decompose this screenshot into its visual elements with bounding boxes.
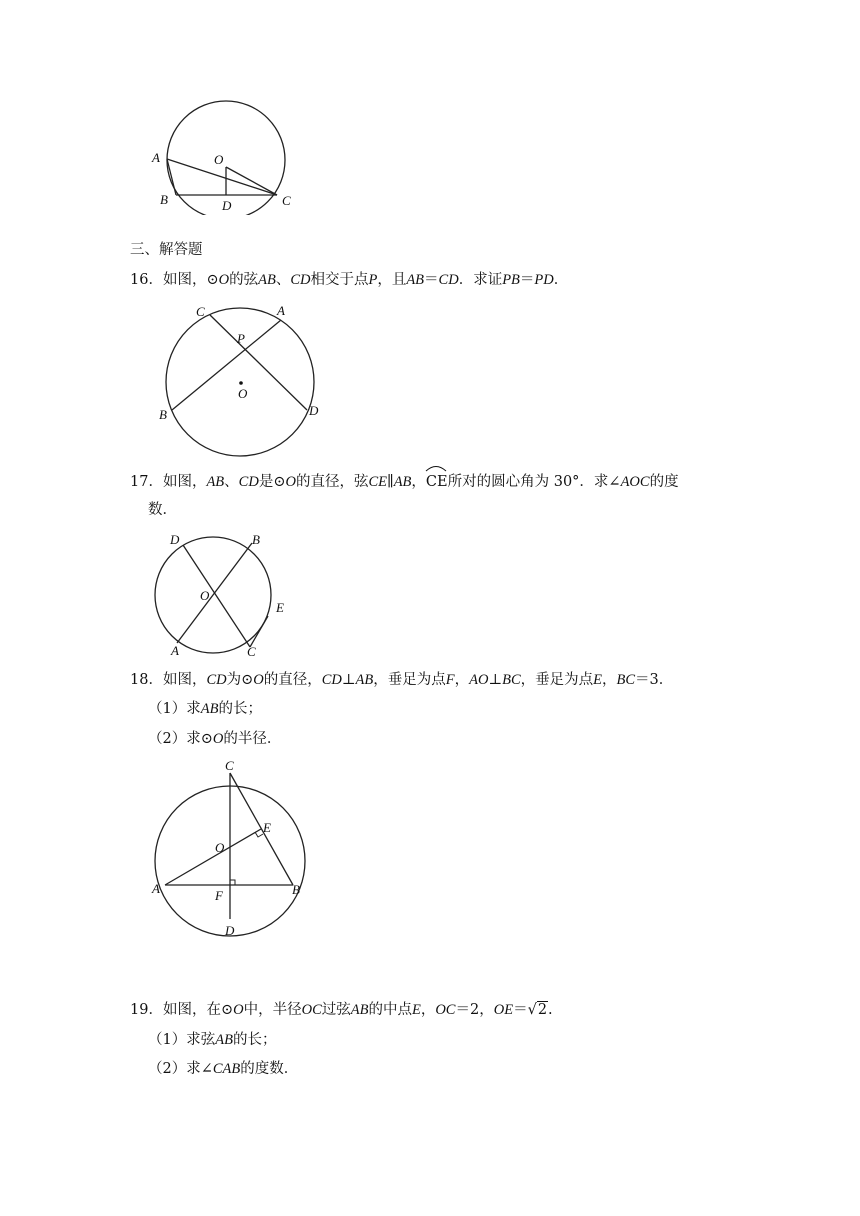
q18-number: 18． <box>130 672 163 688</box>
figure-17 <box>148 528 298 663</box>
label-A: A <box>277 303 285 318</box>
q18-sub1: （1）求AB的长； <box>148 701 262 717</box>
figure-18 <box>145 755 315 945</box>
label-O: O <box>200 588 210 603</box>
diameter-cd <box>183 545 250 647</box>
question-18: 18．如图，CD为⊙O的直径，CD⊥AB，垂足为点F，AO⊥BC，垂足为点E，BC＝3． <box>130 672 674 688</box>
label-B: B <box>159 407 167 422</box>
q16-number: 16． <box>130 272 163 288</box>
label-O: O <box>214 152 224 167</box>
label-A: A <box>152 881 160 896</box>
q17-line2: 数． <box>148 502 177 518</box>
label-O: O <box>238 386 248 401</box>
label-B: B <box>292 882 300 897</box>
label-C: C <box>225 758 234 773</box>
right-angle-e <box>255 832 263 837</box>
q19-sub1: （1）求弦AB的长； <box>148 1032 277 1048</box>
arc-ce: CE <box>426 472 448 492</box>
label-D: D <box>170 532 180 547</box>
label-C: C <box>247 644 256 659</box>
question-17: 17．如图，AB、CD是⊙O的直径，弦CE∥AB， CE所对的圆心角为 30°．求∠AOC的度 <box>130 472 679 492</box>
label-C: C <box>282 193 291 208</box>
label-B: B <box>252 532 260 547</box>
label-C: C <box>196 304 205 319</box>
question-16: 16．如图，⊙O的弦AB、CD相交于点P，且AB＝CD．求证PB＝PD． <box>130 272 569 288</box>
label-D: D <box>222 198 232 213</box>
label-O: O <box>215 840 225 855</box>
label-E: E <box>276 600 284 615</box>
label-B: B <box>160 192 168 207</box>
chord-bc <box>230 773 293 885</box>
sqrt-radicand: 2 <box>537 1002 548 1018</box>
figure-15 <box>140 95 300 215</box>
label-D: D <box>309 403 319 418</box>
q19-number: 19． <box>130 1002 163 1018</box>
question-19: 19．如图，在⊙O中，半径OC过弦AB的中点E，OC＝2，OE＝√2. <box>130 1002 553 1018</box>
label-F: F <box>215 888 223 903</box>
label-D: D <box>225 923 235 938</box>
segment-ae <box>165 829 261 885</box>
label-E: E <box>263 820 271 835</box>
section-title: 三、解答题 <box>130 242 203 258</box>
q17-number: 17． <box>130 474 163 490</box>
label-P: P <box>237 331 245 346</box>
q19-sub2: （2）求∠CAB的度数． <box>148 1061 299 1077</box>
label-A: A <box>171 643 179 658</box>
chord-ce <box>250 616 268 647</box>
chord-ab <box>167 159 176 195</box>
q18-sub2: （2）求⊙O的半径． <box>148 731 282 747</box>
center-dot <box>239 381 243 385</box>
figure-16 <box>150 298 340 463</box>
label-A: A <box>152 150 160 165</box>
sqrt-symbol: √ <box>527 1002 537 1018</box>
chord-ab <box>172 320 281 410</box>
right-angle-f <box>230 880 235 885</box>
